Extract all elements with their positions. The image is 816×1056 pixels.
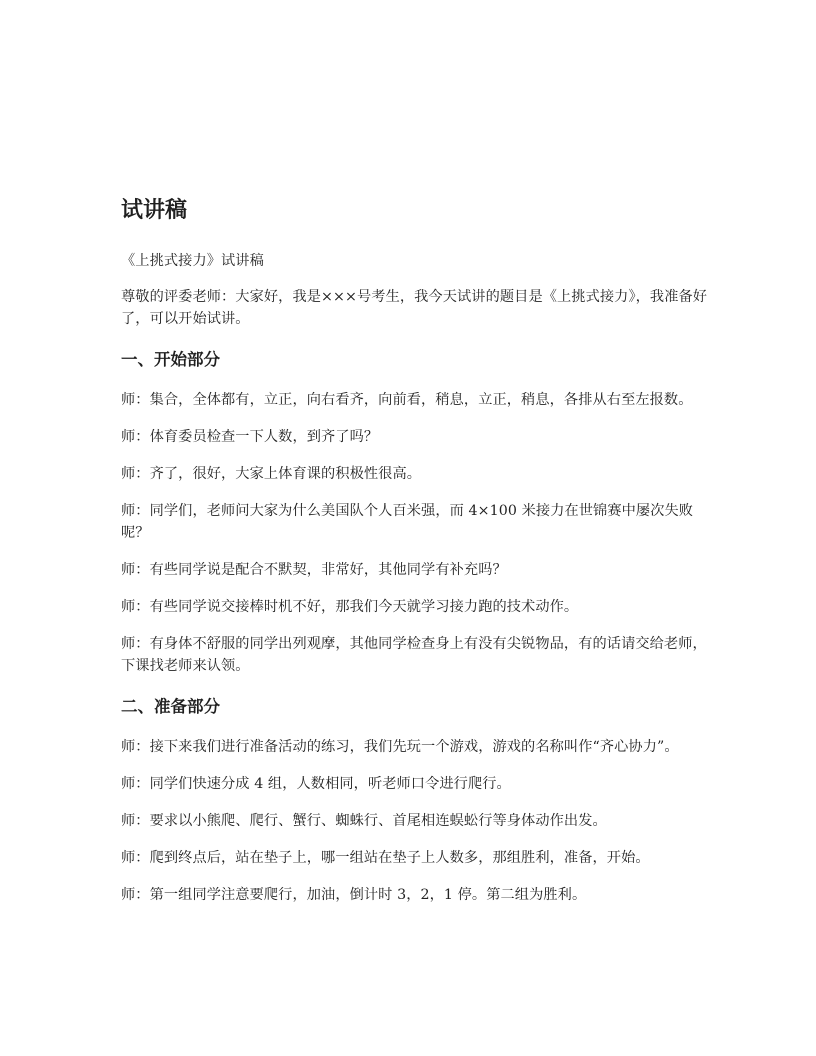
section-2-paragraph: 师：同学们快速分成 4 组，人数相同，听老师口令进行爬行。	[121, 776, 511, 792]
intro-paragraph: 尊敬的评委老师：大家好，我是×××号考生，我今天试讲的题目是《上挑式接力》，我准备好了，可以开始试讲。	[121, 289, 708, 327]
section-1-paragraph: 师：齐了，很好，大家上体育课的积极性很高。	[121, 466, 422, 482]
document-page	[121, 196, 711, 921]
section-heading-prep: 二、准备部分	[121, 697, 220, 716]
section-1-paragraph: 师：有些同学说是配合不默契，非常好，其他同学有补充吗？	[121, 562, 507, 578]
lesson-subtitle: 《上挑式接力》试讲稿	[121, 253, 264, 269]
section-1-paragraph: 师：有些同学说交接棒时机不好，那我们今天就学习接力跑的技术动作。	[121, 599, 579, 615]
section-1-paragraph: 师：同学们，老师问大家为什么美国队个人百米强，而 4×100 米接力在世锦赛中屡次失败呢？	[121, 503, 694, 541]
section-heading-start: 一、开始部分	[121, 350, 220, 369]
section-1-paragraph: 师：有身体不舒服的同学出列观摩，其他同学检查身上有没有尖锐物品，有的话请交给老师，下课找老师来认领。	[121, 636, 707, 674]
section-2-paragraph: 师：要求以小熊爬、爬行、蟹行、蜘蛛行、首尾相连蜈蚣行等身体动作出发。	[121, 813, 607, 829]
section-2-paragraph: 师：第一组同学注意要爬行，加油，倒计时 3，2，1 停。第二组为胜利。	[121, 887, 587, 903]
section-2-paragraph: 师：接下来我们进行准备活动的练习，我们先玩一个游戏，游戏的名称叫作“齐心协力”。	[121, 739, 679, 755]
document-title: 试讲稿	[121, 198, 188, 223]
section-1-paragraph: 师：体育委员检查一下人数，到齐了吗？	[121, 429, 379, 445]
section-1-paragraph: 师：集合，全体都有，立正，向右看齐，向前看，稍息，立正，稍息，各排从右至左报数。	[121, 392, 693, 408]
section-2-paragraph: 师：爬到终点后，站在垫子上，哪一组站在垫子上人数多，那组胜利，准备，开始。	[121, 850, 650, 866]
